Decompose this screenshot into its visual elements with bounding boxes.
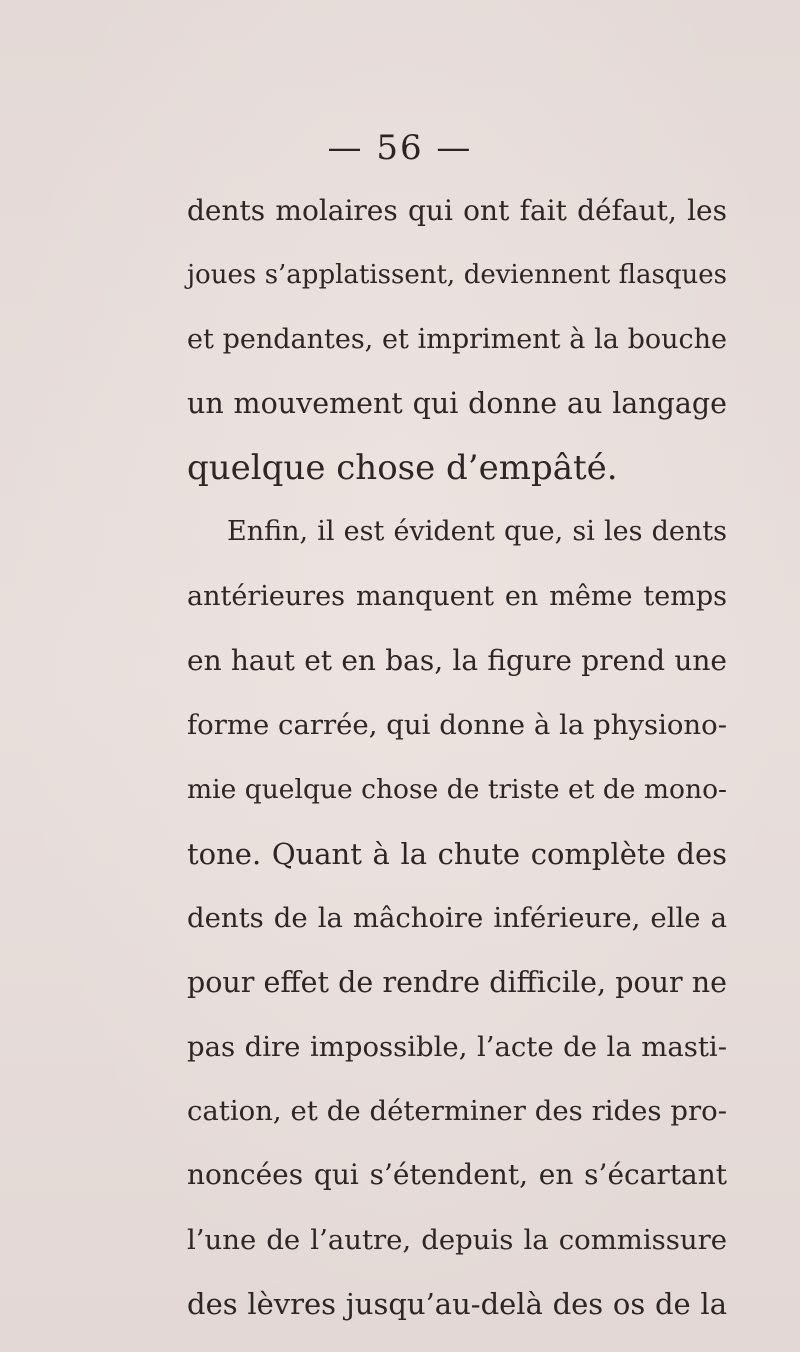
paragraph-2 [187,503,727,1339]
text-line: un mouvement qui donne au langage [187,386,727,420]
text-line: des lèvres jusqu’au-delà des os de la [187,1287,727,1322]
text-line: forme carrée, qui donne à la physiono- [187,709,727,742]
text-line: dents molaires qui ont fait défaut, les [187,194,727,227]
text-line: antérieures manquent en même temps [187,580,727,612]
text-line: joues s’applatissent, deviennent flasques [187,260,727,291]
text-line: Enfin, il est évident que, si les dents [227,516,727,548]
page-number: — 56 — [327,128,473,168]
text-line: cation, et de déterminer des rides pro- [187,1095,727,1128]
text-line: pas dire impossible, l’acte de la masti- [187,1030,727,1063]
text-line: mie quelque chose de triste et de mono- [187,773,727,805]
text-line: l’une de l’autre, depuis la commissure [187,1223,727,1256]
text-line: tone. Quant à la chute complète des [187,836,727,871]
text-line: dents de la mâchoire inférieure, elle a [187,902,727,935]
body-text [187,182,727,1339]
text-line: quelque chose d’empâté. [187,448,618,489]
text-line: en haut et en bas, la figure prend une [187,644,727,678]
text-line: noncées qui s’étendent, en s’écartant [187,1158,727,1192]
text-line: et pendantes, et impriment à la bouche [187,323,727,355]
text-line: pour effet de rendre difficile, pour ne [187,965,727,999]
paragraph-1 [187,182,727,503]
